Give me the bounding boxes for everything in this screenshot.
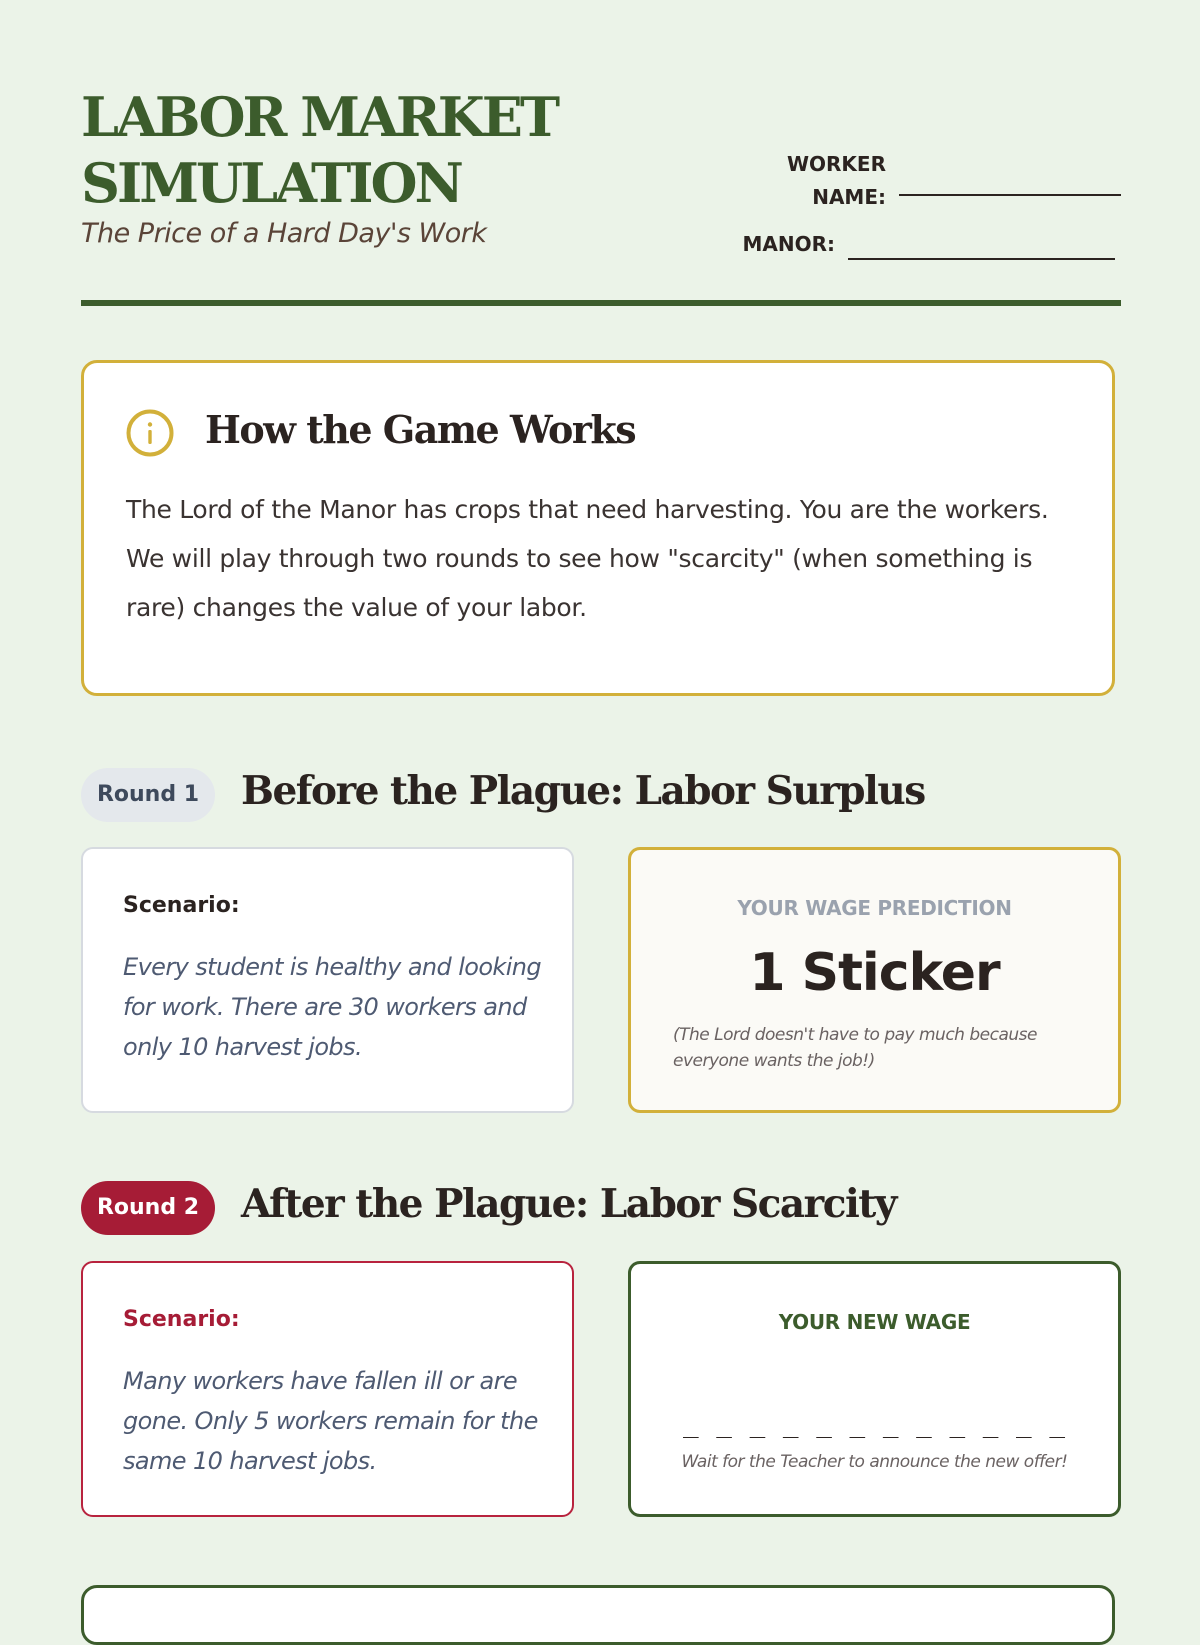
new-wage-label: YOUR NEW WAGE: [778, 1310, 971, 1334]
manor-label: MANOR:: [742, 232, 835, 256]
new-wage-blank[interactable]: _ _ _ _ _ _ _ _ _ _ _ _: [682, 1409, 1067, 1439]
round-2-scenario-label: Scenario:: [123, 1307, 240, 1332]
round-1-title: Before the Plague: Labor Surplus: [241, 768, 925, 814]
info-icon: [126, 409, 174, 457]
page-subtitle: The Price of a Hard Day's Work: [81, 218, 487, 249]
round-1-scenario-card: [81, 847, 574, 1113]
info-title: How the Game Works: [205, 407, 636, 452]
round-1-scenario-text: Every student is healthy and looking for work. There are 30 workers and only 10 harvest jobs.: [123, 953, 542, 1061]
new-wage-note: Wait for the Teacher to announce the new offer!: [681, 1452, 1068, 1472]
round-2-scenario-card: [81, 1261, 574, 1517]
worker-name-label-line-2: NAME:: [812, 185, 886, 209]
prediction-value: 1 Sticker: [749, 943, 1000, 1003]
header-divider: [81, 300, 1121, 306]
title-line-2: SIMULATION: [81, 151, 461, 215]
worksheet-page: [81, 0, 1121, 1475]
round-1-prediction-card: [628, 847, 1121, 1113]
manor-field[interactable]: [848, 258, 1115, 260]
prediction-label: YOUR WAGE PREDICTION: [737, 896, 1012, 920]
round-2-scenario-text: Many workers have fallen ill or are gone. Only 5 workers remain for the same 10 harvest jobs.: [123, 1367, 538, 1475]
info-text: The Lord of the Manor has crops that need harvesting. You are the workers. We will play through two rounds to see how "scarcity" (when something is rare) changes the value of your labor.: [126, 495, 1049, 622]
how-game-works-box: [81, 360, 1115, 696]
worker-name-label-line-1: WORKER: [786, 152, 886, 176]
worker-name-label: [766, 148, 886, 214]
page-title: [81, 84, 557, 216]
round-2-badge: Round 2: [81, 1181, 215, 1235]
title-line-1: LABOR MARKET: [81, 85, 558, 149]
worker-name-field[interactable]: [899, 194, 1121, 196]
next-section-box: [81, 1585, 1115, 1645]
round-2-title: After the Plague: Labor Scarcity: [241, 1181, 896, 1227]
page-header: [81, 0, 1121, 308]
round-2-wage-card: [628, 1261, 1121, 1517]
round-1-badge: Round 1: [81, 768, 215, 822]
round-1-scenario-label: Scenario:: [123, 893, 240, 918]
prediction-note: (The Lord doesn't have to pay much because everyone wants the job!): [673, 1025, 1037, 1071]
